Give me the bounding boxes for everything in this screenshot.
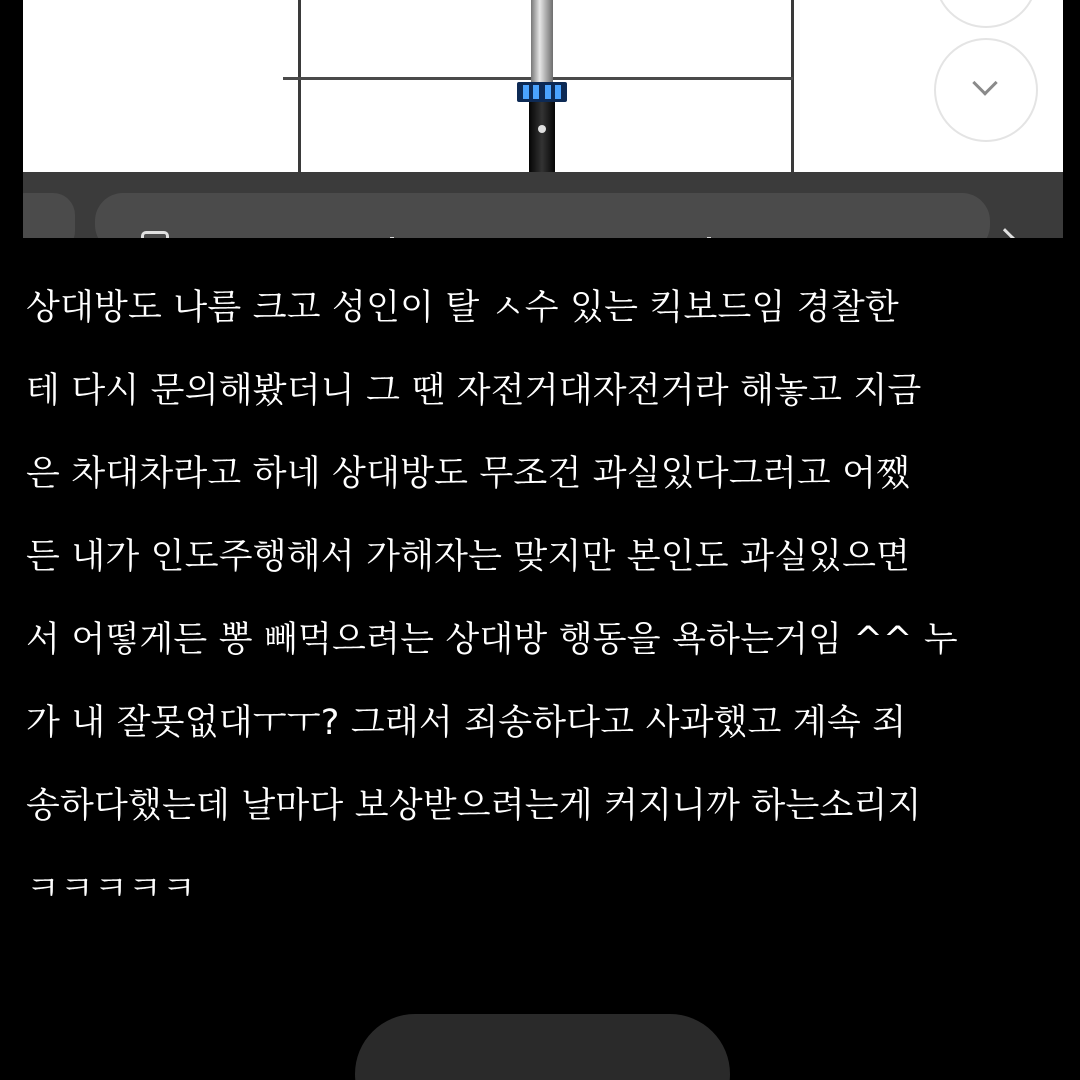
copy-icon[interactable]	[141, 231, 169, 238]
image-grid-line	[298, 0, 301, 172]
toolbar-mark	[707, 237, 711, 238]
post-image[interactable]	[23, 0, 1063, 238]
post-text-line: 테 다시 문의해봤더니 그 땐 자전거대자전거라 해놓고 지금	[26, 371, 922, 411]
pole-image-part	[531, 0, 553, 82]
chevron-down-icon	[972, 70, 997, 95]
post-text-line: 서 어떻게든 뽕 빼먹으려는 상대방 행동을 욕하는거임 ^^ 누	[26, 620, 958, 660]
image-grid-line	[791, 0, 794, 172]
post-text-line: ㅋㅋㅋㅋㅋ	[26, 869, 197, 909]
post-text	[26, 272, 1060, 936]
post-text-line: 가 내 잘못없대ㅜㅜ? 그래서 죄송하다고 사과했고 계속 죄	[26, 703, 907, 743]
pole-image-part	[529, 102, 555, 182]
post-text-line: 은 차대차라고 하네 상대방도 무조건 과실있다그러고 어쨌	[26, 454, 911, 494]
image-toolbar	[23, 172, 1063, 238]
pole-image-part	[517, 82, 567, 102]
scroll-up-button[interactable]	[934, 0, 1038, 28]
post-text-line: 상대방도 나름 크고 성인이 탈 ㅅ수 있는 킥보드임 경찰한	[26, 288, 899, 328]
post-text-line: 든 내가 인도주행해서 가해자는 맞지만 본인도 과실있으면	[26, 537, 911, 577]
arrow-right-icon[interactable]	[995, 228, 1015, 238]
pole-image-part	[538, 125, 546, 133]
floating-action-button[interactable]	[355, 1014, 730, 1080]
scroll-down-button[interactable]	[934, 38, 1038, 142]
toolbar-input-area[interactable]	[95, 193, 990, 238]
toolbar-mark	[390, 237, 394, 238]
toolbar-side-button[interactable]	[23, 193, 75, 238]
post-text-line: 송하다했는데 날마다 보상받으려는게 커지니까 하는소리지	[26, 786, 922, 826]
